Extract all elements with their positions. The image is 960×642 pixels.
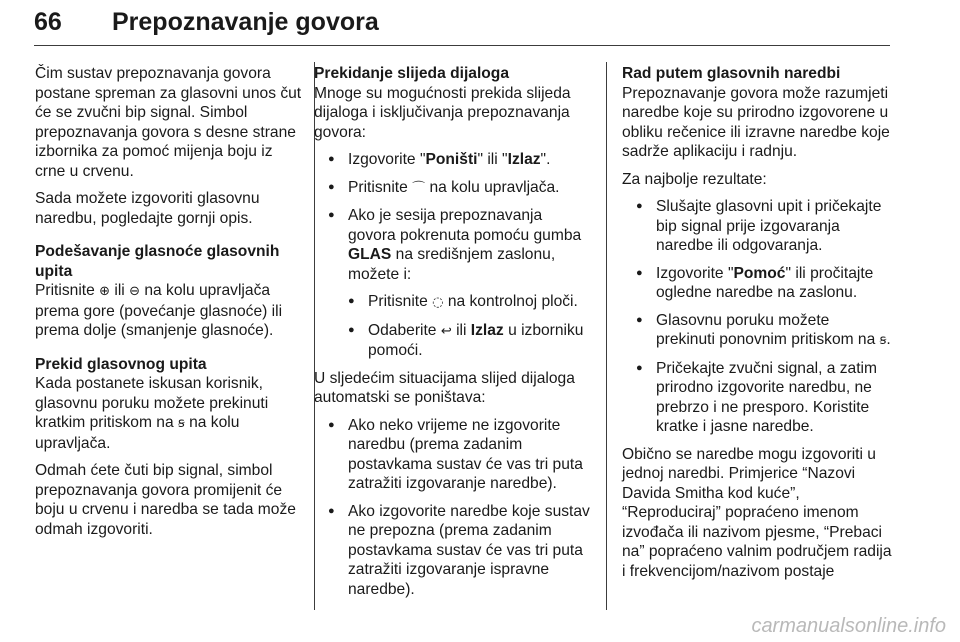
- list-item: ● Ako je sesija prepoznavanja govora pokrenuta pomoću gumba GLAS na središnjem zaslonu, možete i:: [314, 206, 594, 284]
- cancel-list: [314, 150, 594, 284]
- list-item: ● Izgovorite "Poništi" ili "Izlaz".: [314, 150, 594, 170]
- column-2: [314, 64, 594, 607]
- list-item: ● Pritisnite ◌ na kontrolnoj ploči.: [332, 292, 594, 313]
- list-item: ● Ako izgovorite naredbe koje sustav ne prepozna (prema zadanim postavkama sustav će vas tri puta zatražiti izgovaranje ispravne naredbe).: [314, 502, 594, 600]
- cancel-intro: Mnoge su mogućnosti prekida slijeda dijaloga i isključivanja prepoznavanja govora:: [314, 84, 571, 141]
- examples-paragraph: Obično se naredbe mogu izgovoriti u jednoj naredbi. Primjerice “Nazovi Davida Smitha kod kuće”, “Reproduciraj” popraćeno imenom izvođača ili nazivom pjesme, “Prebaci na” popraćeno valnim područjem radija i frekvencijom/nazivom postaje: [622, 445, 892, 580]
- column-3: [622, 64, 892, 589]
- page-number: 66: [34, 8, 62, 36]
- list-item: ● Pritisnite ⌒ na kolu upravljača.: [314, 178, 594, 199]
- voice-recognition-icon: ꞩ: [177, 416, 185, 431]
- auto-cancel-intro: U sljedećim situacijama slijed dijaloga automatski se poništava:: [314, 369, 575, 406]
- hang-up-icon: ⌒: [412, 180, 426, 196]
- volume-down-icon: ⊖: [129, 284, 141, 299]
- page-header: [34, 4, 890, 46]
- auto-cancel-list: [314, 416, 594, 600]
- voice-button-icon: ◌: [432, 295, 444, 310]
- list-item: ● Odaberite ↩ ili Izlaz u izborniku pomoći.: [332, 321, 594, 361]
- cancel-sublist: [314, 292, 594, 361]
- direct-commands-paragraph: Prepoznavanje govora može razumjeti naredbe koje su prirodno izgovorene u obliku rečenice ili izravne naredbe koje sadrže aplikaciju i radnju.: [622, 84, 890, 160]
- interrupt-paragraph: Kada postanete iskusan korisnik, glasovnu poruku možete prekinuti kratkim pritiskom na ꞩ na kolu upravljača.: [35, 375, 269, 452]
- speak-paragraph: Sada možete izgovoriti glasovnu naredbu, pogledajte gornji opis.: [35, 190, 260, 227]
- list-item: ● Ako neko vrijeme ne izgovorite naredbu (prema zadanim postavkama sustav će vas tri puta zatražiti izgovaranje naredbe).: [314, 416, 594, 494]
- beep-paragraph: Odmah ćete čuti bip signal, simbol prepoznavanja govora promijenit će boju u crvenu i naredba se tada može odmah izgovoriti.: [35, 462, 296, 538]
- list-item: ● Glasovnu poruku možete prekinuti ponovnim pritiskom na ꞩ.: [622, 311, 892, 351]
- volume-heading: Podešavanje glasnoće glasovnih upita: [35, 243, 280, 280]
- page-title: Prepoznavanje govora: [112, 8, 379, 36]
- direct-commands-heading: Rad putem glasovnih naredbi: [622, 65, 841, 82]
- intro-paragraph: Čim sustav prepoznavanja govora postane spreman za glasovni unos čut će se zvučni bip signal. Simbol prepoznavanja govora s desne strane izbornika za pomoć mijenja boju iz crne u crvenu.: [35, 65, 302, 180]
- back-icon: ↩: [440, 323, 452, 339]
- list-item: ● Izgovorite "Pomoć" ili pročitajte ogledne naredbe na zaslonu.: [622, 264, 892, 303]
- header-rule: [34, 45, 890, 46]
- list-item: ● Pričekajte zvučni signal, a zatim prirodno izgovorite naredbu, ne prebrzo i ne presporo. Koristite kratke i jasne naredbe.: [622, 359, 892, 437]
- column-1: [35, 64, 303, 547]
- cancel-heading: Prekidanje slijeda dijaloga: [314, 65, 509, 82]
- voice-recognition-icon: ꞩ: [879, 333, 887, 348]
- interrupt-heading: Prekid glasovnog upita: [35, 355, 207, 373]
- best-results-intro: Za najbolje rezultate:: [622, 170, 767, 188]
- column-divider-2: [606, 62, 607, 610]
- watermark: carmanualsonline.info: [751, 615, 946, 637]
- list-item: ● Slušajte glasovni upit i pričekajte bip signal prije izgovaranja naredbe ili odgovaranja.: [622, 197, 892, 256]
- best-results-list: [622, 197, 892, 437]
- volume-paragraph: Pritisnite ⊕ ili ⊖ na kolu upravljača prema gore (povećanje glasnoće) ili prema dolje (smanjenje glasnoće).: [35, 282, 283, 339]
- volume-up-icon: ⊕: [99, 284, 111, 299]
